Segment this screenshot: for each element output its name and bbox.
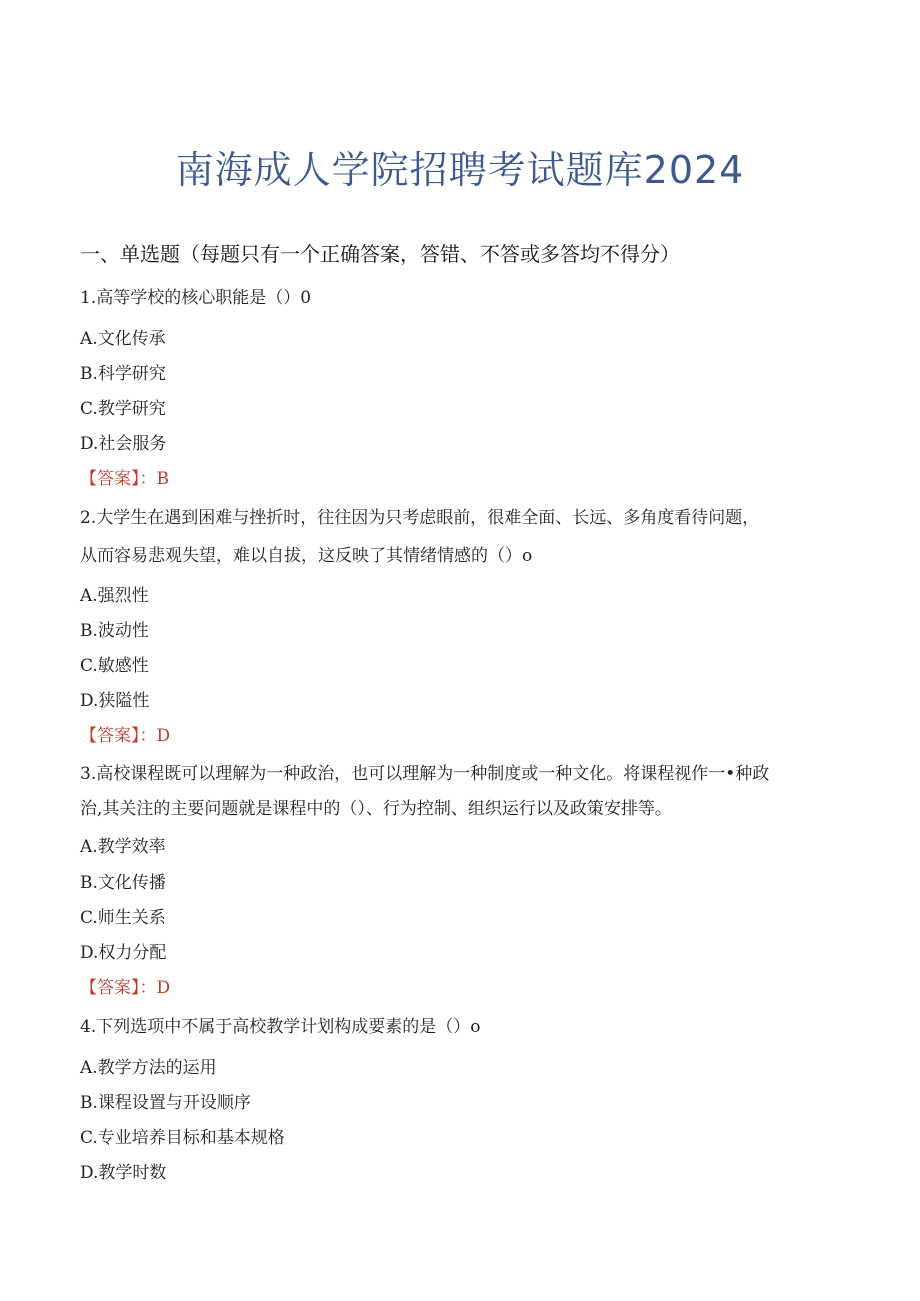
question-4-option-c: C.专业培养目标和基本规格 [80,1128,285,1148]
section-heading: 一、单选题（每题只有一个正确答案，答错、不答或多答均不得分） [80,242,680,266]
question-1-option-d: D.社会服务 [80,434,167,454]
question-2-answer: 【答案】：D [80,726,171,746]
question-4-option-d: D.教学时数 [80,1163,167,1183]
question-3-answer: 【答案】：D [80,978,171,998]
question-1-option-b: B.科学研究 [80,364,166,384]
question-2-option-a: A.强烈性 [80,586,149,606]
question-3-option-d: D.权力分配 [80,943,167,963]
question-4-option-b: B.课程设置与开设顺序 [80,1093,251,1113]
question-4-text: 4.下列选项中不属于高校教学计划构成要素的是（）o [80,1017,481,1037]
question-3-option-b: B.文化传播 [80,873,166,893]
question-2-option-b: B.波动性 [80,621,149,641]
question-1-answer: 【答案】：B [80,469,169,489]
question-1-option-a: A.文化传承 [80,329,166,349]
question-1-text: 1.高等学校的核心职能是（）0 [80,288,312,308]
page-title: 南海成人学院招聘考试题库2024 [175,148,745,192]
question-3-text-line-2: 治,其关注的主要问题就是课程中的（）、行为控制、组织运行以及政策安排等。 [80,799,672,819]
question-2-option-d: D.狭隘性 [80,691,150,711]
question-3-text-line-1: 3.高校课程既可以理解为一种政治，也可以理解为一种制度或一种文化。将课程视作一•种政 [80,764,770,784]
question-3-option-a: A.教学效率 [80,837,166,857]
question-4-option-a: A.教学方法的运用 [80,1058,217,1078]
question-1-option-c: C.教学研究 [80,399,166,419]
question-3-option-c: C.师生关系 [80,908,166,928]
question-2-text-line-1: 2.大学生在遇到困难与挫折时，往往因为只考虑眼前，很难全面、长远、多角度看待问题， [80,508,760,528]
question-2-text-line-2: 从而容易悲观失望，难以自拔，这反映了其情绪情感的（）o [80,546,533,566]
question-2-option-c: C.敏感性 [80,656,149,676]
